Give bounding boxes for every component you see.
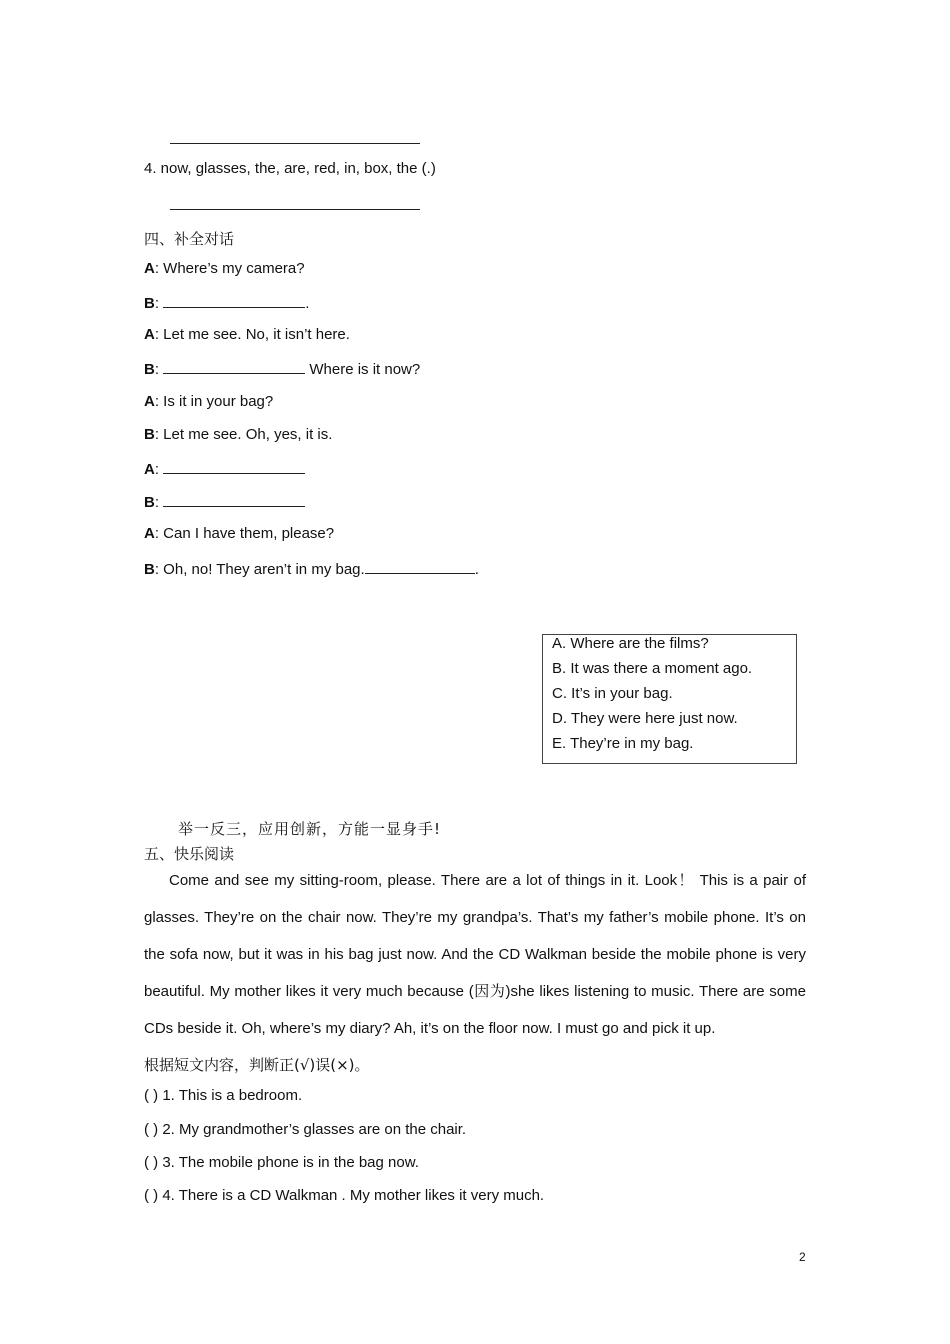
dialogue-blank-5[interactable]	[365, 559, 475, 574]
judgement-question-3: ( ) 3. The mobile phone is in the bag now.	[144, 1154, 419, 1171]
dialogue-line-6: B: Let me see. Oh, yes, it is.	[144, 426, 333, 443]
section-heading-5: 五、快乐阅读	[144, 845, 235, 863]
dialogue-line-9: A: Can I have them, please?	[144, 525, 335, 542]
dialogue-line-4: B: Where is it now?	[144, 361, 421, 378]
option-a: A. Where are the films?	[552, 635, 709, 652]
dialogue-line-1: A: Where’s my camera?	[144, 260, 305, 277]
dialogue-line-7: A:	[144, 459, 305, 478]
option-d: D. They were here just now.	[552, 710, 738, 727]
dialogue-blank-2[interactable]	[163, 359, 305, 374]
page-number: 2	[799, 1250, 806, 1264]
option-e: E. They’re in my bag.	[552, 735, 694, 752]
section-heading-4: 四、补全对话	[144, 230, 235, 248]
option-b: B. It was there a moment ago.	[552, 660, 753, 677]
judgement-instruction: 根据短文内容，判断正(√)误(×)。	[144, 1056, 370, 1074]
answer-line-3[interactable]	[170, 143, 420, 144]
judgement-question-2: ( ) 2. My grandmother’s glasses are on the chair.	[144, 1121, 467, 1138]
reorder-item-4: 4. now, glasses, the, are, red, in, box, the (.)	[144, 160, 436, 177]
option-c: C. It’s in your bag.	[552, 685, 673, 702]
dialogue-line-8: B:	[144, 492, 305, 511]
answer-line-4[interactable]	[170, 209, 420, 210]
dialogue-line-3: A: Let me see. No, it isn’t here.	[144, 326, 350, 343]
judgement-question-4: ( ) 4. There is a CD Walkman . My mother likes it very much.	[144, 1187, 545, 1204]
dialogue-blank-1[interactable]	[163, 293, 305, 308]
options-box	[542, 634, 797, 764]
dialogue-blank-3[interactable]	[163, 459, 305, 474]
dialogue-line-2: B: .	[144, 295, 310, 312]
dialogue-line-5: A: Is it in your bag?	[144, 393, 274, 410]
slogan: 举一反三，应用创新，方能一显身手!	[178, 820, 442, 838]
reading-passage: Come and see my sitting-room, please. There are a lot of things in it. Look！ This is a pair of glasses. They’re on the chair now. They’re my grandpa’s. That’s my father’s mobile phone. It’s on the sofa now, but it was in his bag just now. And the CD Walkman beside the mobile phone is very beautiful. My mother likes it very much because (因为)she likes listening to music. There are some CDs beside it. Oh, where’s my diary? Ah, it’s on the floor now. I must go and pick it up.	[144, 872, 806, 1037]
judgement-question-1: ( ) 1. This is a bedroom.	[144, 1087, 303, 1104]
dialogue-blank-4[interactable]	[163, 492, 305, 507]
dialogue-line-10: B: Oh, no! They aren’t in my bag. .	[144, 561, 479, 578]
